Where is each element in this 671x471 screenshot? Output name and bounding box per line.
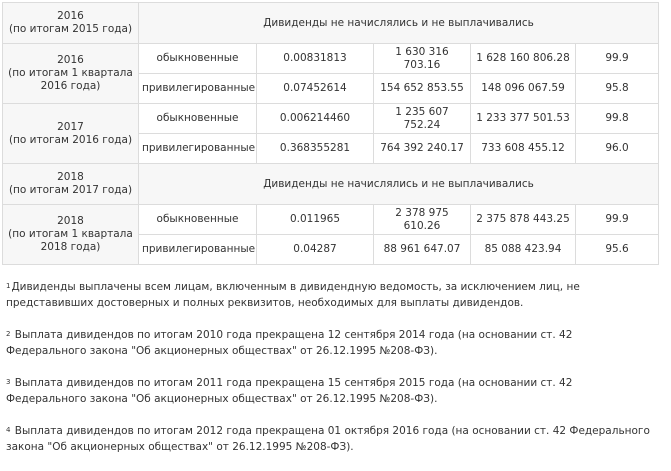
table-row	[3, 164, 659, 205]
per-share-cell: 0.011965	[257, 205, 374, 235]
paid-cell: 148 096 067.59	[471, 74, 576, 104]
footnote-text: Дивиденды выплачены всем лицам, включенным в дивидендную ведомость, за исключением лиц, не представивших достоверных и полных реквизитов, необходимых для выплаты дивидендов.	[6, 281, 580, 309]
percent-cell: 99.8	[576, 104, 659, 134]
period-label: 2018 (по итогам 2017 года)	[8, 171, 133, 196]
declared-cell: 1 235 607 752.24	[374, 104, 471, 134]
share-type-cell: обыкновенные	[139, 205, 257, 235]
percent-cell: 95.6	[576, 235, 659, 265]
percent-cell: 96.0	[576, 134, 659, 164]
table-row	[3, 104, 659, 134]
declared-cell: 2 378 975 610.26	[374, 205, 471, 235]
share-type-cell: обыкновенные	[139, 104, 257, 134]
period-label: 2017 (по итогам 2016 года)	[8, 120, 133, 146]
per-share-cell: 0.368355281	[257, 134, 374, 164]
share-type-cell: обыкновенные	[139, 44, 257, 74]
share-type-cell: привилегированные	[139, 74, 257, 104]
no-dividends-note: Дивиденды не начислялись и не выплачивались	[139, 164, 659, 205]
footnotes	[6, 279, 656, 471]
period-cell	[3, 104, 139, 164]
footnote	[6, 375, 656, 407]
footnote-text: Выплата дивидендов по итогам 2010 года прекращена 12 сентября 2014 года (на основании ст. 42 Федерального закона "Об акционерных обществах" от 26.12.1995 №208-ФЗ).	[6, 329, 573, 357]
period-cell	[3, 164, 139, 205]
period-cell	[3, 205, 139, 265]
percent-cell: 95.8	[576, 74, 659, 104]
per-share-cell: 0.00831813	[257, 44, 374, 74]
paid-cell: 1 628 160 806.28	[471, 44, 576, 74]
percent-cell: 99.9	[576, 205, 659, 235]
share-type-cell: привилегированные	[139, 134, 257, 164]
table-row	[3, 44, 659, 74]
percent-cell: 99.9	[576, 44, 659, 74]
paid-cell: 2 375 878 443.25	[471, 205, 576, 235]
footnote-mark: 2	[6, 330, 11, 338]
footnote	[6, 327, 656, 359]
period-cell	[3, 44, 139, 104]
dividends-table	[2, 2, 659, 265]
footnote-text: Выплата дивидендов по итогам 2012 года прекращена 01 октября 2016 года (на основании ст. 42 Федерального закона "Об акционерных обществах" от 26.12.1995 №208-ФЗ).	[6, 425, 650, 453]
table-row	[3, 205, 659, 235]
period-cell	[3, 3, 139, 44]
footnote-mark: 4	[6, 426, 11, 434]
footnote-mark: 3	[6, 378, 11, 386]
declared-cell: 1 630 316 703.16	[374, 44, 471, 74]
paid-cell: 733 608 455.12	[471, 134, 576, 164]
per-share-cell: 0.07452614	[257, 74, 374, 104]
footnote-mark: 1	[6, 282, 11, 290]
footnote	[6, 423, 656, 455]
paid-cell: 85 088 423.94	[471, 235, 576, 265]
declared-cell: 88 961 647.07	[374, 235, 471, 265]
period-label: 2016 (по итогам 1 квартала 2016 года)	[8, 54, 133, 92]
no-dividends-note: Дивиденды не начислялись и не выплачивались	[139, 3, 659, 44]
period-label: 2016 (по итогам 2015 года)	[8, 10, 133, 35]
share-type-cell: привилегированные	[139, 235, 257, 265]
period-label: 2018 (по итогам 1 квартала 2018 года)	[8, 215, 133, 253]
paid-cell: 1 233 377 501.53	[471, 104, 576, 134]
declared-cell: 154 652 853.55	[374, 74, 471, 104]
table-row	[3, 3, 659, 44]
footnote-text: Выплата дивидендов по итогам 2011 года прекращена 15 сентября 2015 года (на основании ст. 42 Федерального закона "Об акционерных обществах" от 26.12.1995 №208-ФЗ).	[6, 377, 573, 405]
footnote	[6, 279, 656, 311]
per-share-cell: 0.04287	[257, 235, 374, 265]
per-share-cell: 0.006214460	[257, 104, 374, 134]
declared-cell: 764 392 240.17	[374, 134, 471, 164]
